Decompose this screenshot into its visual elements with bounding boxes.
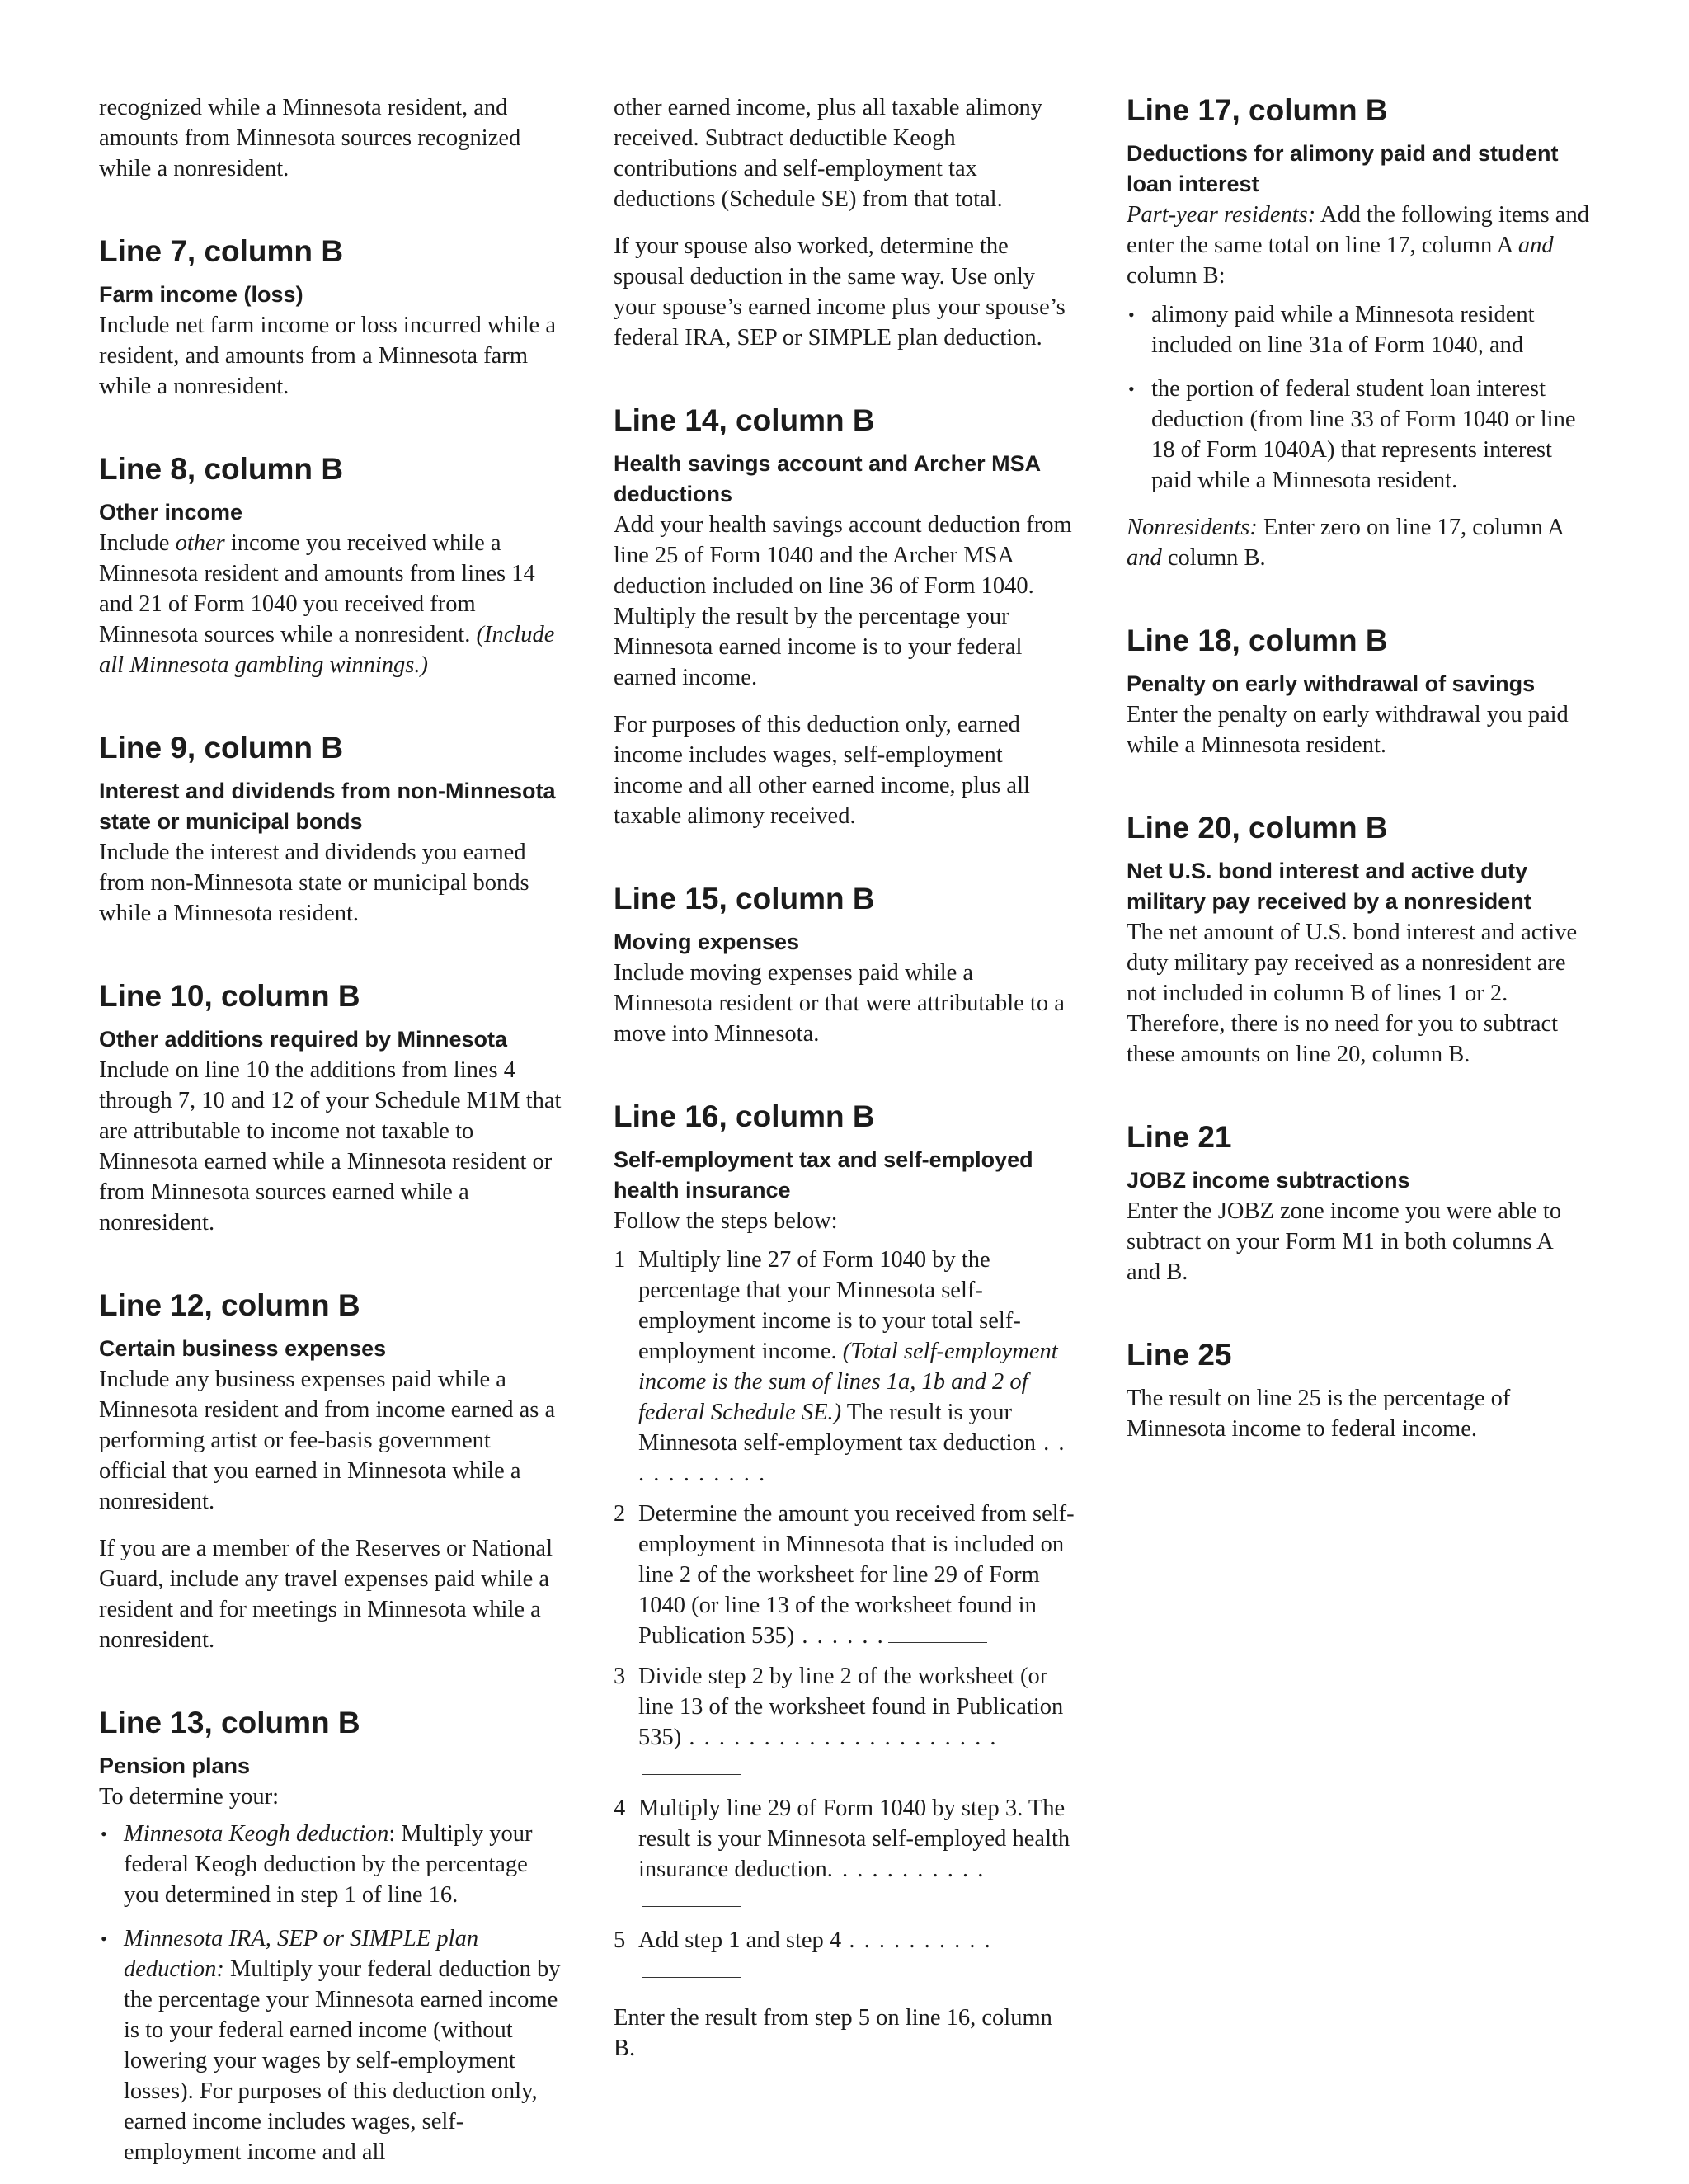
section-body (1127, 512, 1590, 573)
body-text: Enter zero on line 17, column A (1257, 515, 1564, 540)
section-line-13 (99, 1705, 562, 2168)
section-subheading: Penalty on early withdrawal of savings (1127, 671, 1536, 696)
list-item (1127, 374, 1590, 496)
section-body: The result on line 25 is the percentage of Minnesota income to federal income. (1127, 1386, 1511, 1442)
step-text: Multiply line 27 of Form 1040 by the percentage that your Minnesota self-employment income is to your total self-employment income. (638, 1247, 1021, 1364)
section-line-17 (1127, 92, 1590, 573)
body-text: Include (99, 530, 176, 556)
worksheet-step-4 (614, 1793, 1077, 1915)
bullet-list (1127, 299, 1590, 496)
dot-leader: . . . . . . . . . . . (638, 1430, 1066, 1486)
section-heading: Line 16, column B (614, 1099, 875, 1133)
section-body: Enter the penalty on early withdrawal you paid while a Minnesota resident. (1127, 702, 1569, 758)
section-body (1127, 200, 1590, 291)
section-body: Enter the result from step 5 on line 16, column B. (614, 2005, 1052, 2061)
section-heading: Line 10, column B (99, 979, 360, 1013)
section-body: Include any business expenses paid while a Minnesota resident and from income earned as a performing artist or fee-basis government official that you earned in Minnesota while a nonresident. (99, 1367, 556, 1514)
emphasis-text: Nonresidents: (1127, 515, 1258, 540)
column-1 (99, 92, 562, 2184)
section-line-8 (99, 451, 562, 680)
step-number: 5 (614, 1927, 626, 1953)
column-3 (1127, 92, 1590, 1461)
body-text: : Multiply your federal Keogh deduction by the percentage you determined in step 1 of line 16. (124, 1821, 533, 1908)
list-item (99, 1819, 562, 1910)
section-subheading: Certain business expenses (99, 1336, 387, 1361)
section-heading: Line 13, column B (99, 1706, 360, 1739)
section-line-14 (614, 402, 1077, 831)
section-heading: Line 15, column B (614, 882, 875, 915)
step-text: Add step 1 and step 4 (638, 1927, 842, 1953)
body-text: column B. (1161, 545, 1266, 571)
body-text: column B: (1127, 263, 1226, 289)
step-3-answer-line[interactable] (642, 1773, 741, 1775)
step-text: Divide step 2 by line 2 of the worksheet (or line 13 of the worksheet found in Publication 535) (638, 1664, 1064, 1750)
dot-leader: . . . . . . (794, 1623, 885, 1649)
section-line-21 (1127, 1119, 1590, 1287)
dot-leader: . . . . . . . . . . . (826, 1857, 986, 1882)
worksheet-step-1 (614, 1245, 1077, 1489)
section-body: Add your health savings account deduction from line 25 of Form 1040 and the Archer MSA deduction included on line 36 of Form 1040. Multiply the result by the percentage your Minnesota earned income is to your federal earned income. (614, 512, 1072, 690)
column-2 (614, 92, 1077, 2080)
section-heading: Line 12, column B (99, 1288, 360, 1322)
section-subheading: Interest and dividends from non-Minnesota state or municipal bonds (99, 779, 556, 834)
section-subheading: Net U.S. bond interest and active duty military pay received by a nonresident (1127, 859, 1531, 914)
section-subheading: Pension plans (99, 1753, 251, 1778)
body-text: alimony paid while a Minnesota resident included on line 31a of Form 1040, and (1151, 302, 1535, 358)
step-5-answer-line[interactable] (642, 1976, 741, 1978)
section-body: Include on line 10 the additions from lines 4 through 7, 10 and 12 of your Schedule M1M that are attributable to income not taxable to Minnesota earned while a Minnesota resident or from Minnesota sources earned while a nonresident. (99, 1057, 562, 1236)
worksheet-step-3 (614, 1661, 1077, 1783)
bullet-glyph: • (1128, 304, 1135, 325)
emphasis-text: Minnesota IRA, SEP or SIMPLE plan deduction: (124, 1926, 479, 1982)
bullet-glyph: • (101, 1824, 107, 1844)
section-heading: Line 18, column B (1127, 624, 1388, 657)
step-number: 1 (614, 1247, 626, 1273)
section-body: If you are a member of the Reserves or National Guard, include any travel expenses paid while a resident and for meetings in Minnesota while a nonresident. (99, 1536, 553, 1653)
emphasis-text: (Total self-employment income is the sum of lines 1a, 1b and 2 of federal Schedule SE.) (638, 1339, 1058, 1425)
section-subheading: Self-employment tax and self-employed health insurance (614, 1147, 1033, 1203)
bullet-glyph: • (1128, 379, 1135, 399)
section-subheading: JOBZ income subtractions (1127, 1168, 1410, 1193)
section-body: Include moving expenses paid while a Minnesota resident or that were attributable to a move into Minnesota. (614, 960, 1065, 1047)
section-body: Follow the steps below: (614, 1208, 838, 1234)
emphasis-text: Minnesota Keogh deduction (124, 1821, 389, 1847)
section-body: Include the interest and dividends you earned from non-Minnesota state or municipal bonds while a Minnesota resident. (99, 840, 529, 926)
section-body (99, 528, 562, 680)
section-body: Enter the JOBZ zone income you were able to subtract on your Form M1 in both columns A and B. (1127, 1198, 1562, 1285)
body-text: Add the following items and enter the same total on line 17, column A (1127, 202, 1589, 258)
section-heading: Line 7, column B (99, 234, 344, 268)
emphasis-text: and (1127, 545, 1162, 571)
section-heading: Line 25 (1127, 1338, 1232, 1372)
continued-text: If your spouse also worked, determine the spousal deduction in the same way. Use only your spouse’s earned income plus your spouse’s federal IRA, SEP or SIMPLE plan deduction. (614, 233, 1066, 351)
list-item (1127, 299, 1590, 360)
step-4-answer-line[interactable] (642, 1905, 741, 1907)
section-heading: Line 9, column B (99, 731, 344, 765)
section-heading: Line 17, column B (1127, 93, 1388, 127)
step-2-answer-line[interactable] (888, 1641, 987, 1643)
section-subheading: Farm income (loss) (99, 282, 303, 307)
worksheet-step-2 (614, 1499, 1077, 1651)
dot-leader: . . . . . . . . . . . . . . . . . . . . . (681, 1725, 998, 1750)
section-line-15 (614, 881, 1077, 1049)
step-text: Determine the amount you received from self-employment in Minnesota that is included on line 2 of the worksheet for line 29 of Form 1040 (or line 13 of the worksheet found in Publication 535) (638, 1501, 1075, 1649)
section-subheading: Other additions required by Minnesota (99, 1027, 508, 1052)
continued-text: recognized while a Minnesota resident, and amounts from Minnesota sources recognized while a nonresident. (99, 95, 521, 181)
worksheet-steps (614, 1245, 1077, 1986)
emphasis-text: (Include all Minnesota gambling winnings.) (99, 622, 555, 678)
step-1-answer-line[interactable] (769, 1479, 868, 1480)
worksheet-step-5 (614, 1925, 1077, 1986)
step-text: The result is your Minnesota self-employment tax deduction (638, 1400, 1037, 1456)
section-body: To determine your: (99, 1784, 280, 1810)
section-line-16 (614, 1099, 1077, 2064)
section-subheading: Other income (99, 500, 243, 525)
bullet-glyph: • (101, 1928, 107, 1949)
section-heading: Line 20, column B (1127, 811, 1388, 845)
section-subheading: Deductions for alimony paid and student loan interest (1127, 141, 1559, 196)
section-line-12 (99, 1287, 562, 1655)
list-item (99, 1923, 562, 2168)
emphasis-text: Part-year residents: (1127, 202, 1316, 228)
section-subheading: Moving expenses (614, 930, 800, 954)
section-subheading: Health savings account and Archer MSA deductions (614, 451, 1041, 506)
bullet-list (99, 1819, 562, 2168)
section-body: For purposes of this deduction only, earned income includes wages, self-employment income and all other earned income, plus all taxable alimony received. (614, 712, 1030, 829)
section-line-10 (99, 978, 562, 1238)
continued-text: other earned income, plus all taxable alimony received. Subtract deductible Keogh contributions and self-employment tax deductions (Schedule SE) from that total. (614, 95, 1042, 212)
step-number: 2 (614, 1501, 626, 1527)
body-text: income you received while a Minnesota resident and amounts from lines 14 and 21 of Form 1040 you received from Minnesota sources while a nonresident. (99, 530, 535, 647)
section-heading: Line 14, column B (614, 403, 875, 437)
section-line-25 (1127, 1337, 1590, 1444)
step-text: Multiply line 29 of Form 1040 by step 3. The result is your Minnesota self-employed health insurance deduction (638, 1796, 1070, 1882)
section-heading: Line 8, column B (99, 452, 344, 486)
body-text: Multiply your federal deduction by the percentage your Minnesota earned income is to your federal earned income (without lowering your wages by self-employment losses). For purposes of this deduction only, earned income includes wages, self-employment income and all (124, 1956, 561, 2165)
section-heading: Line 21 (1127, 1120, 1232, 1154)
section-body: The net amount of U.S. bond interest and active duty military pay received as a nonresident are not included in column B of lines 1 or 2. Therefore, there is no need for you to subtract these amounts on line 20, column B. (1127, 920, 1578, 1067)
section-line-18 (1127, 623, 1590, 760)
step-number: 4 (614, 1796, 626, 1821)
emphasis-text: other (175, 530, 225, 556)
emphasis-text: and (1517, 233, 1554, 258)
section-line-20 (1127, 810, 1590, 1070)
dot-leader: . . . . . . . . . . (841, 1927, 992, 1953)
section-line-9 (99, 730, 562, 929)
section-body: Include net farm income or loss incurred while a resident, and amounts from a Minnesota farm while a nonresident. (99, 313, 556, 399)
body-text: the portion of federal student loan interest deduction (from line 33 of Form 1040 or line 18 of Form 1040A) that represents interest paid while a Minnesota resident. (1151, 376, 1576, 493)
step-number: 3 (614, 1664, 626, 1689)
section-line-7 (99, 233, 562, 402)
